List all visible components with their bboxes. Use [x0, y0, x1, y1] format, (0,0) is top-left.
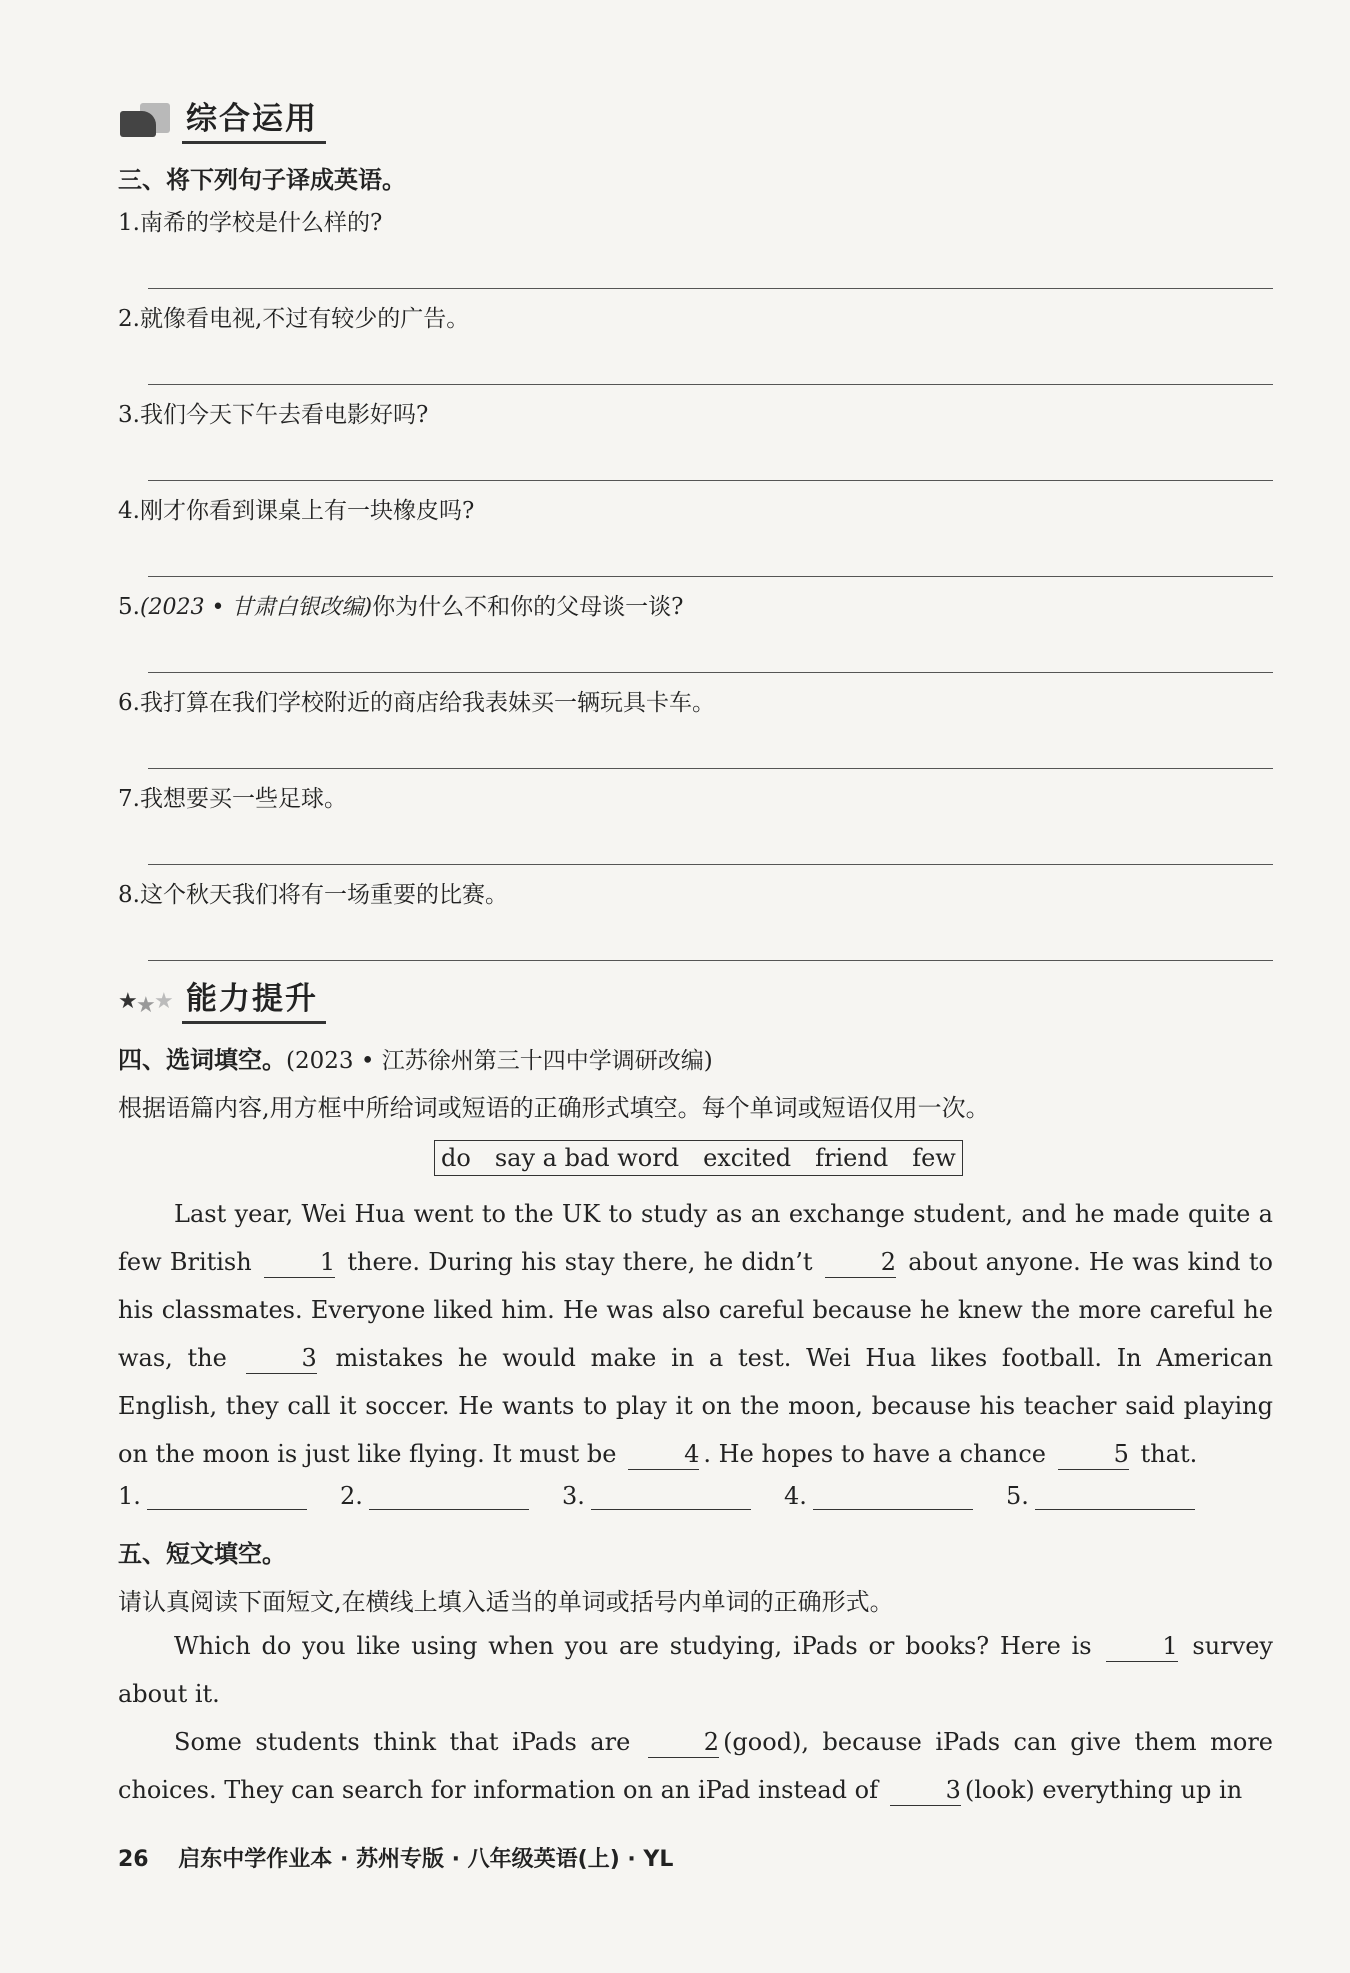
answer-line-2[interactable]	[148, 384, 1273, 385]
blank-1[interactable]: 1	[1106, 1631, 1177, 1662]
word-option: friend	[815, 1144, 889, 1172]
question-6: 6.我打算在我们学校附近的商店给我表妹买一辆玩具卡车。	[118, 690, 715, 716]
part5-paragraph-2: Some students think that iPads are 2 (good), because iPads can give them more choices. They can search for information on an iPad instead of 3 (look) everything up in	[118, 1728, 1273, 1804]
answer-row	[118, 1482, 1228, 1510]
blank-5[interactable]: 5	[1058, 1439, 1129, 1470]
word-option: say a bad word	[494, 1144, 680, 1172]
answer-line-4[interactable]	[148, 576, 1273, 577]
answer-slot-4[interactable]: 4.	[784, 1482, 1006, 1510]
blank-1[interactable]: 1	[264, 1247, 335, 1278]
answer-slot-3[interactable]: 3.	[562, 1482, 784, 1510]
answer-line-8[interactable]	[148, 960, 1273, 961]
part4-heading: 四、选词填空。(2023 • 江苏徐州第三十四中学调研改编)	[118, 1046, 713, 1074]
answer-slot-1[interactable]: 1.	[118, 1482, 340, 1510]
question-7: 7.我想要买一些足球。	[118, 786, 347, 812]
section-header-comprehensive	[118, 96, 326, 146]
section-title: 能力提升	[182, 979, 326, 1024]
blank-3[interactable]: 3	[246, 1343, 317, 1374]
question-2: 2.就像看电视,不过有较少的广告。	[118, 306, 470, 332]
part3-heading: 三、将下列句子译成英语。	[118, 166, 406, 194]
answer-line-6[interactable]	[148, 768, 1273, 769]
word-option: do	[441, 1144, 471, 1172]
answer-line-7[interactable]	[148, 864, 1273, 865]
section-header-ability	[118, 976, 326, 1026]
question-3: 3.我们今天下午去看电影好吗?	[118, 402, 429, 428]
question-5: 5.(2023 • 甘肃白银改编)你为什么不和你的父母谈一谈?	[118, 594, 684, 620]
question-4: 4.刚才你看到课桌上有一块橡皮吗?	[118, 498, 475, 524]
section-title: 综合运用	[182, 99, 326, 144]
question-8: 8.这个秋天我们将有一场重要的比赛。	[118, 882, 508, 908]
page-footer	[118, 1842, 673, 1873]
stars-icon: ★ ★ ★	[118, 989, 174, 1018]
blank-2[interactable]: 2	[825, 1247, 896, 1278]
answer-slot-5[interactable]: 5.	[1006, 1482, 1228, 1510]
part4-passage: Last year, Wei Hua went to the UK to study as an exchange student, and he made quite a few British 1 there. During his stay there, he didn’t 2 about anyone. He was kind to his classmates. Everyone liked him. He was also careful because he knew the more careful he was, the 3 mistakes he would make in a test. Wei Hua likes football. In American English, they call it soccer. He wants to play it on the moon, because his teacher said playing on the moon is just like flying. It must be 4 . He hopes to have a chance 5 that.	[118, 1200, 1273, 1468]
answer-line-5[interactable]	[148, 672, 1273, 673]
section-badge-icon	[118, 103, 176, 139]
part5-heading: 五、短文填空。	[118, 1540, 286, 1568]
book-title: 启东中学作业本 · 苏州专版 · 八年级英语(上) · YL	[178, 1847, 674, 1872]
question-1: 1.南希的学校是什么样的?	[118, 210, 383, 236]
word-option: excited	[703, 1144, 792, 1172]
blank-4[interactable]: 4	[628, 1439, 699, 1470]
answer-line-1[interactable]	[148, 288, 1273, 289]
part5-paragraph-1: Which do you like using when you are studying, iPads or books? Here is 1 survey about it.	[118, 1632, 1273, 1708]
blank-3[interactable]: 3	[890, 1775, 961, 1806]
word-box	[434, 1140, 963, 1176]
page-number: 26	[118, 1847, 149, 1872]
answer-line-3[interactable]	[148, 480, 1273, 481]
answer-slot-2[interactable]: 2.	[340, 1482, 562, 1510]
part4-instruction: 根据语篇内容,用方框中所给词或短语的正确形式填空。每个单词或短语仅用一次。	[118, 1094, 990, 1122]
blank-2[interactable]: 2	[648, 1727, 719, 1758]
word-option: few	[912, 1144, 956, 1172]
part5-instruction: 请认真阅读下面短文,在横线上填入适当的单词或括号内单词的正确形式。	[118, 1588, 894, 1616]
